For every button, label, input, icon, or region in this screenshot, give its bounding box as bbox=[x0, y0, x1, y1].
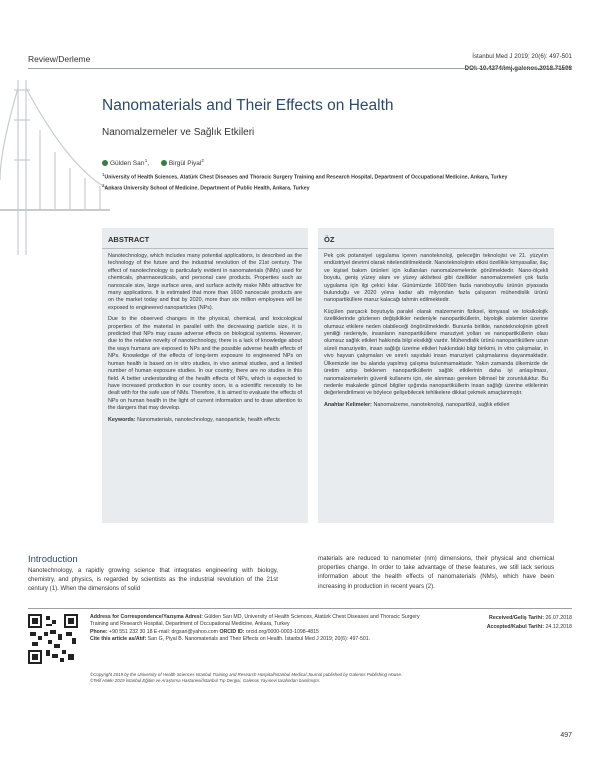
author-list: Gülden Sarı$^1$, Birgül Piyal$^2$ bbox=[102, 158, 204, 167]
received-date: 26.07.2018 bbox=[545, 615, 572, 621]
author-affil-sup: 2 bbox=[201, 158, 204, 163]
oz-paragraph: Pek çok potansiyel uygulama içeren nanoteknoloji, geleceğin teknolojisi ve 21. yüzyılın endüstriyel devrimi olarak nitelendirilmektedir. Nanoteknolojinin etkisi özellikle kimyasallar, ilaç ve kişisel bakım ürünleri için kullanılan nanomalzemelerde görülmektedir. Nano-ölçekli boyutu, geniş yüzey alanı ve yüzey aktivitesi gibi özellikler nanomalzemeleri çok fazla uygulama için ilgi çekici kılar. Günümüzde 1600'den fazla nanoboyutlu ürünün piyasada bulunduğu ve 2020 yılına kadar altı milyondan fazla çalışanın mühendislik ürünü nanopartiküllere maruz kalacağı tahmin edilmektedir. bbox=[324, 253, 548, 304]
author-name: Birgül Piyal bbox=[168, 160, 202, 168]
orcid-label: ORCID ID: bbox=[219, 628, 245, 635]
article-title: Nanomaterials and Their Effects on Health bbox=[102, 97, 394, 114]
introduction-text-continued: materials are reduced to nanometer (nm) dimensions, their physical and chemical properties change. In order to take advantage of these features, we still lack serious information about the health effects of nanomaterials (NMs), which have been increasing in production in recent years (2). bbox=[318, 555, 554, 590]
doi-link[interactable]: DOI: 10.4274/imj.galenos.2018.71598 bbox=[464, 65, 572, 72]
cite-text: Sarı G, Piyal B. Nanomaterials and Their Effects on Health. İstanbul Med J 2019; 20(6): 497-501. bbox=[147, 636, 371, 643]
abstract-heading: ABSTRACT bbox=[102, 228, 308, 249]
received-label: Received/Geliş Tarihi: bbox=[489, 615, 544, 621]
author-name: Gülden Sarı bbox=[110, 160, 145, 168]
author-affil-sup: 1 bbox=[144, 158, 148, 163]
introduction-text: Nanotechnology, a rapidly growing science that integrates engineering with biology, chemistry, and physics, is regarded by scientists as the industrial revolution of the 21st century (1). When the dimensions of solid bbox=[28, 567, 278, 593]
journal-volume: İstanbul Med J 2019; 20(6): 497-501 bbox=[472, 53, 572, 60]
keywords-label: Keywords: bbox=[108, 416, 136, 423]
page-number: 497 bbox=[560, 732, 572, 739]
correspondence-label: Address for Correspondence/Yazışma Adresi: bbox=[90, 614, 203, 620]
footer-divider bbox=[28, 608, 572, 609]
accepted-label: Accepted/Kabul Tarihi: bbox=[486, 624, 544, 630]
orcid-icon[interactable] bbox=[102, 160, 108, 166]
accepted-date: 24.12.2018 bbox=[545, 624, 572, 630]
oz-heading: ÖZ bbox=[318, 228, 554, 249]
bridge-watermark-icon bbox=[0, 70, 110, 260]
keywords bbox=[108, 417, 302, 424]
orcid-link[interactable]: orcid.org/0000-0003-1098-4815 bbox=[245, 628, 319, 635]
oz-keywords bbox=[324, 402, 548, 409]
copyright-english: ©Copyright 2019 by the University of Health Sciences Istanbul Training and Research Hospital/Istanbul Medical Journal published by Galenos Publishing House. bbox=[90, 672, 403, 677]
cite-label: Cite this article as/Atıf: bbox=[90, 636, 147, 643]
correspondence-address: Gülden Sarı MD, University of Health Sciences, Atatürk Chest Diseases and Thoracic Surgery Training and Research Hospital, Department of Occupational Medicine, Ankara, Turkey bbox=[90, 614, 420, 628]
article-type-label: Review/Derleme bbox=[28, 54, 91, 64]
correspondence-block bbox=[90, 614, 430, 644]
contact-details[interactable]: +90 551 232 30 18 E-mail: drgsari@yahoo.com bbox=[109, 628, 218, 635]
oz-keywords-text: Nanomalzeme, nanoteknoloji, nanopartikül, sağlık etkileri bbox=[373, 401, 510, 408]
affil-sup: 2 bbox=[102, 183, 105, 189]
oz-box bbox=[318, 228, 554, 523]
copyright-turkish: ©Telif Hakkı 2019 İstanbul Eğitim ve Araştırma Hastanesi/İstanbul Tıp Dergisi, Galenos Yayınevi tarafından basılmıştır. bbox=[90, 678, 321, 684]
journal-citation bbox=[465, 51, 572, 75]
introduction-heading: Introduction bbox=[28, 554, 78, 565]
article-dates bbox=[487, 614, 572, 632]
header-divider bbox=[28, 68, 572, 69]
abstract-box bbox=[102, 228, 308, 523]
orcid-icon[interactable] bbox=[161, 160, 167, 166]
copyright-notice bbox=[90, 672, 490, 685]
affiliations bbox=[102, 171, 542, 193]
abstract-paragraph: Due to the observed changes in the physical, chemical, and toxicological properties of the material in parallel with the decreasing particle size, it is predicted that NPs may cause adverse effects on biological systems. However, due to the relative novelty of nanotechnology, there is a lack of knowledge about the ways humans are exposed to NPs and the possible adverse health effects of NPs. Knowledge of the effects of long-term exposure to engineered NPs on human health is based on in vitro studies, in vivo animal studies, and a limited number of human exposure studies. In our country, there are no studies in this field. A better understanding of the health effects of NPs, which is expected to have increased production in our country soon, is a scientific necessity to be dealt with for the safe use of NMs. Therefore, it is aimed to evaluate the effects of NPs on human health in the light of current information and to draw attention to the dangers that may develop. bbox=[108, 316, 302, 412]
oz-keywords-label: Anahtar Kelimeler: bbox=[324, 401, 372, 408]
phone-label: Phone: bbox=[90, 628, 108, 635]
affiliation-1: University of Health Sciences, Atatürk Chest Diseases and Thoracic Surgery Training and Research Hospital, Department of Occupational Medicine, Ankara, Turkey bbox=[104, 174, 508, 181]
abstract-paragraph: Nanotechnology, which includes many potential applications, is described as the technology of the future and the industrial revolution of the 21st century. The effect of nanotechnology is particularly evident in nanomaterials (NMs) used for chemicals, pharmaceuticals, and personal care products. Properties such as nanoscale size, large surface area, and surface activity make NMs attractive for many applications. It is estimated that more than 1600 nanoscale products are on the market today and that by 2020, more than six million employees will be exposed to engineered nanoparticles (NPs). bbox=[108, 253, 302, 311]
qr-code-icon[interactable] bbox=[28, 614, 78, 664]
affil-sup: 1 bbox=[102, 172, 105, 177]
oz-paragraph: Küçülen parçacık boyutuyla paralel olarak malzemenin fiziksel, kimyasal ve toksikolojik özelliklerinde gözlenen değişiklikler nedeniyle nanopartiküllerin, biyolojik sistemler üzerine olumsuz etkilere neden olabileceği öngörülmektedir. Bununla birlikte, nanoteknolojinin göreli yeniliği nedeniyle, insanların nanopartiküllere maruziyet yolları ve nanopartiküllerin olası olumsuz sağlık etkileri hakkında bilgi eksikliği vardır. Mühendislik ürünü nanopartiküllere uzun süreli maruziyetin, insan sağlığı üzerine etkileri hakkındaki bilgi birikimi, in vitro çalışmalar, in vivo hayvan çalışmaları ve sınırlı sayıdaki insan maruziyet çalışmalarına dayanmaktadır. Ülkemizde ise bu alanda yapılmış çalışma bulunmamaktadır. Yakın zamanda ülkemizde de üretim artışı beklenen nanopartiküllerin sağlık etkilerinin daha iyi anlaşılması, nanomalzemelerin güvenli kullanımı için, ele alınması gereken bilimsel bir zorunluluktur. Bu nedenle makalede güncel bilgiler ışığında nanopartiküllerin insan sağlığı üzerine etkilerinin değerlendirilmesi ve böylece gelişebilecek tehlikelere dikkat çekmek amaçlanmıştır. bbox=[324, 308, 548, 397]
article-subtitle: Nanomalzemeler ve Sağlık Etkileri bbox=[102, 127, 255, 138]
keywords-text: Nanomaterials, nanotechnology, nanoparticle, health effects bbox=[137, 416, 280, 423]
affiliation-2: Ankara University School of Medicine, Department of Public Health, Ankara, Turkey bbox=[104, 185, 310, 192]
